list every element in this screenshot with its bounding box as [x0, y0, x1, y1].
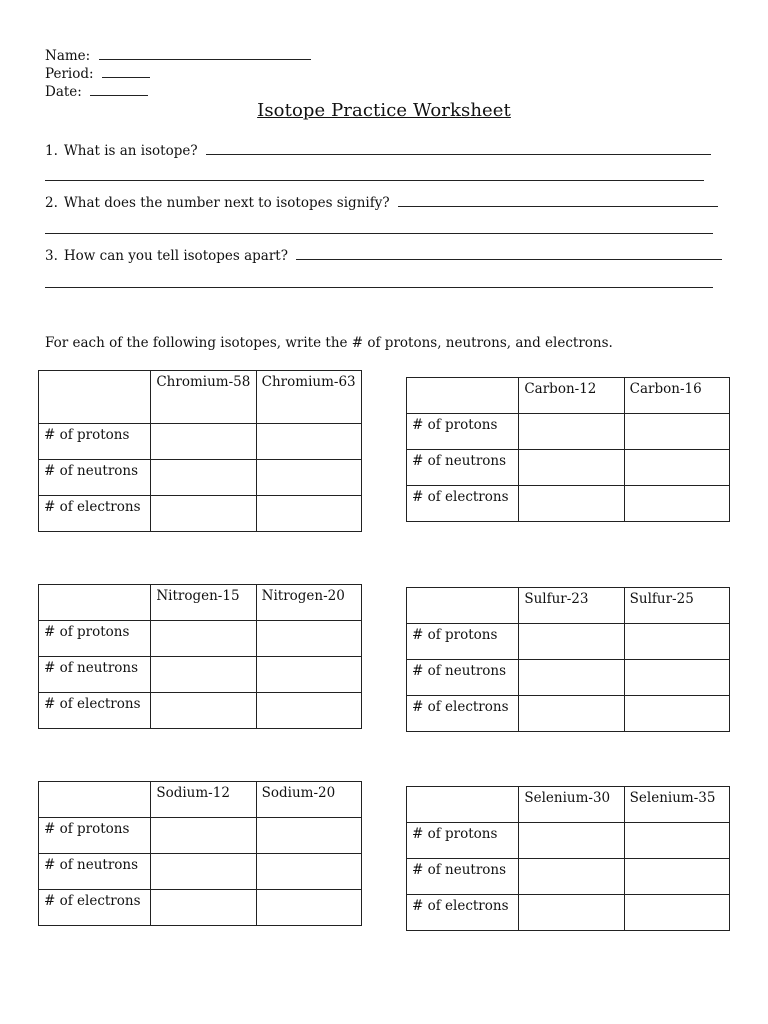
- isotope-header: Carbon-12: [519, 378, 624, 414]
- date-blank[interactable]: [90, 82, 148, 96]
- answer-cell[interactable]: [624, 450, 729, 486]
- answer-cell[interactable]: [256, 424, 361, 460]
- header-empty-cell: [39, 782, 151, 818]
- header-empty-cell: [39, 585, 151, 621]
- isotope-table-chromium: [38, 370, 362, 532]
- name-field-row: [45, 46, 311, 65]
- page-title: Isotope Practice Worksheet: [257, 100, 511, 121]
- answer-cell[interactable]: [519, 895, 624, 931]
- isotope-header: Chromium-58: [151, 371, 256, 424]
- answer-cell[interactable]: [151, 854, 256, 890]
- answer-cell[interactable]: [519, 486, 624, 522]
- question-number: 1.: [45, 143, 58, 159]
- answer-cell[interactable]: [151, 818, 256, 854]
- instructions: For each of the following isotopes, write the # of protons, neutrons, and electrons.: [45, 335, 613, 351]
- answer-cell[interactable]: [519, 823, 624, 859]
- row-label-protons: # of protons: [39, 424, 151, 460]
- isotope-header: Chromium-63: [256, 371, 361, 424]
- question-text: How can you tell isotopes apart?: [63, 248, 288, 264]
- isotope-header: Sodium-12: [151, 782, 256, 818]
- question-number: 2.: [45, 195, 58, 211]
- isotope-header: Carbon-16: [624, 378, 729, 414]
- answer-blank-inline[interactable]: [398, 193, 718, 207]
- question-text: What does the number next to isotopes signify?: [63, 195, 390, 211]
- answer-line[interactable]: [45, 233, 713, 234]
- isotope-header: Sodium-20: [256, 782, 361, 818]
- header-empty-cell: [39, 371, 151, 424]
- answer-cell[interactable]: [256, 818, 361, 854]
- period-label: Period:: [45, 66, 94, 82]
- question-3: [45, 246, 722, 265]
- row-label-protons: # of protons: [39, 818, 151, 854]
- row-label-electrons: # of electrons: [407, 696, 519, 732]
- answer-cell[interactable]: [624, 859, 729, 895]
- answer-cell[interactable]: [256, 854, 361, 890]
- question-text: What is an isotope?: [63, 143, 198, 159]
- answer-line[interactable]: [45, 287, 713, 288]
- row-label-neutrons: # of neutrons: [407, 859, 519, 895]
- date-field-row: [45, 82, 148, 101]
- isotope-table-nitrogen: [38, 584, 362, 729]
- row-label-neutrons: # of neutrons: [407, 660, 519, 696]
- header-empty-cell: [407, 787, 519, 823]
- answer-cell[interactable]: [151, 657, 256, 693]
- answer-cell[interactable]: [256, 890, 361, 926]
- isotope-header: Nitrogen-20: [256, 585, 361, 621]
- answer-cell[interactable]: [624, 696, 729, 732]
- isotope-table-selenium: [406, 786, 730, 931]
- isotope-table-carbon: [406, 377, 730, 522]
- answer-cell[interactable]: [256, 460, 361, 496]
- row-label-neutrons: # of neutrons: [407, 450, 519, 486]
- isotope-header: Sulfur-25: [624, 588, 729, 624]
- header-empty-cell: [407, 378, 519, 414]
- answer-cell[interactable]: [624, 823, 729, 859]
- question-number: 3.: [45, 248, 58, 264]
- row-label-electrons: # of electrons: [39, 693, 151, 729]
- row-label-protons: # of protons: [39, 621, 151, 657]
- answer-cell[interactable]: [519, 414, 624, 450]
- answer-cell[interactable]: [256, 657, 361, 693]
- row-label-electrons: # of electrons: [407, 486, 519, 522]
- answer-cell[interactable]: [256, 693, 361, 729]
- answer-cell[interactable]: [519, 696, 624, 732]
- answer-cell[interactable]: [151, 890, 256, 926]
- answer-cell[interactable]: [519, 624, 624, 660]
- row-label-protons: # of protons: [407, 414, 519, 450]
- answer-cell[interactable]: [624, 624, 729, 660]
- isotope-header: Selenium-30: [519, 787, 624, 823]
- row-label-neutrons: # of neutrons: [39, 460, 151, 496]
- isotope-table-sulfur: [406, 587, 730, 732]
- period-field-row: [45, 64, 150, 83]
- answer-cell[interactable]: [624, 660, 729, 696]
- answer-cell[interactable]: [151, 496, 256, 532]
- name-label: Name:: [45, 48, 91, 64]
- answer-cell[interactable]: [151, 460, 256, 496]
- answer-cell[interactable]: [256, 621, 361, 657]
- answer-cell[interactable]: [151, 693, 256, 729]
- name-blank[interactable]: [99, 46, 311, 60]
- row-label-protons: # of protons: [407, 624, 519, 660]
- answer-cell[interactable]: [519, 450, 624, 486]
- question-1: [45, 141, 711, 160]
- row-label-electrons: # of electrons: [39, 890, 151, 926]
- isotope-header: Sulfur-23: [519, 588, 624, 624]
- answer-cell[interactable]: [624, 486, 729, 522]
- row-label-neutrons: # of neutrons: [39, 854, 151, 890]
- date-label: Date:: [45, 84, 82, 100]
- answer-cell[interactable]: [256, 496, 361, 532]
- isotope-header: Nitrogen-15: [151, 585, 256, 621]
- period-blank[interactable]: [102, 64, 150, 78]
- row-label-electrons: # of electrons: [39, 496, 151, 532]
- row-label-electrons: # of electrons: [407, 895, 519, 931]
- answer-cell[interactable]: [624, 414, 729, 450]
- isotope-table-sodium: [38, 781, 362, 926]
- question-2: [45, 193, 718, 212]
- answer-cell[interactable]: [519, 660, 624, 696]
- row-label-protons: # of protons: [407, 823, 519, 859]
- header-empty-cell: [407, 588, 519, 624]
- answer-blank-inline[interactable]: [206, 141, 711, 155]
- answer-cell[interactable]: [624, 895, 729, 931]
- answer-cell[interactable]: [519, 859, 624, 895]
- answer-line[interactable]: [45, 180, 704, 181]
- isotope-header: Selenium-35: [624, 787, 729, 823]
- answer-cell[interactable]: [151, 621, 256, 657]
- answer-blank-inline[interactable]: [296, 246, 722, 260]
- row-label-neutrons: # of neutrons: [39, 657, 151, 693]
- answer-cell[interactable]: [151, 424, 256, 460]
